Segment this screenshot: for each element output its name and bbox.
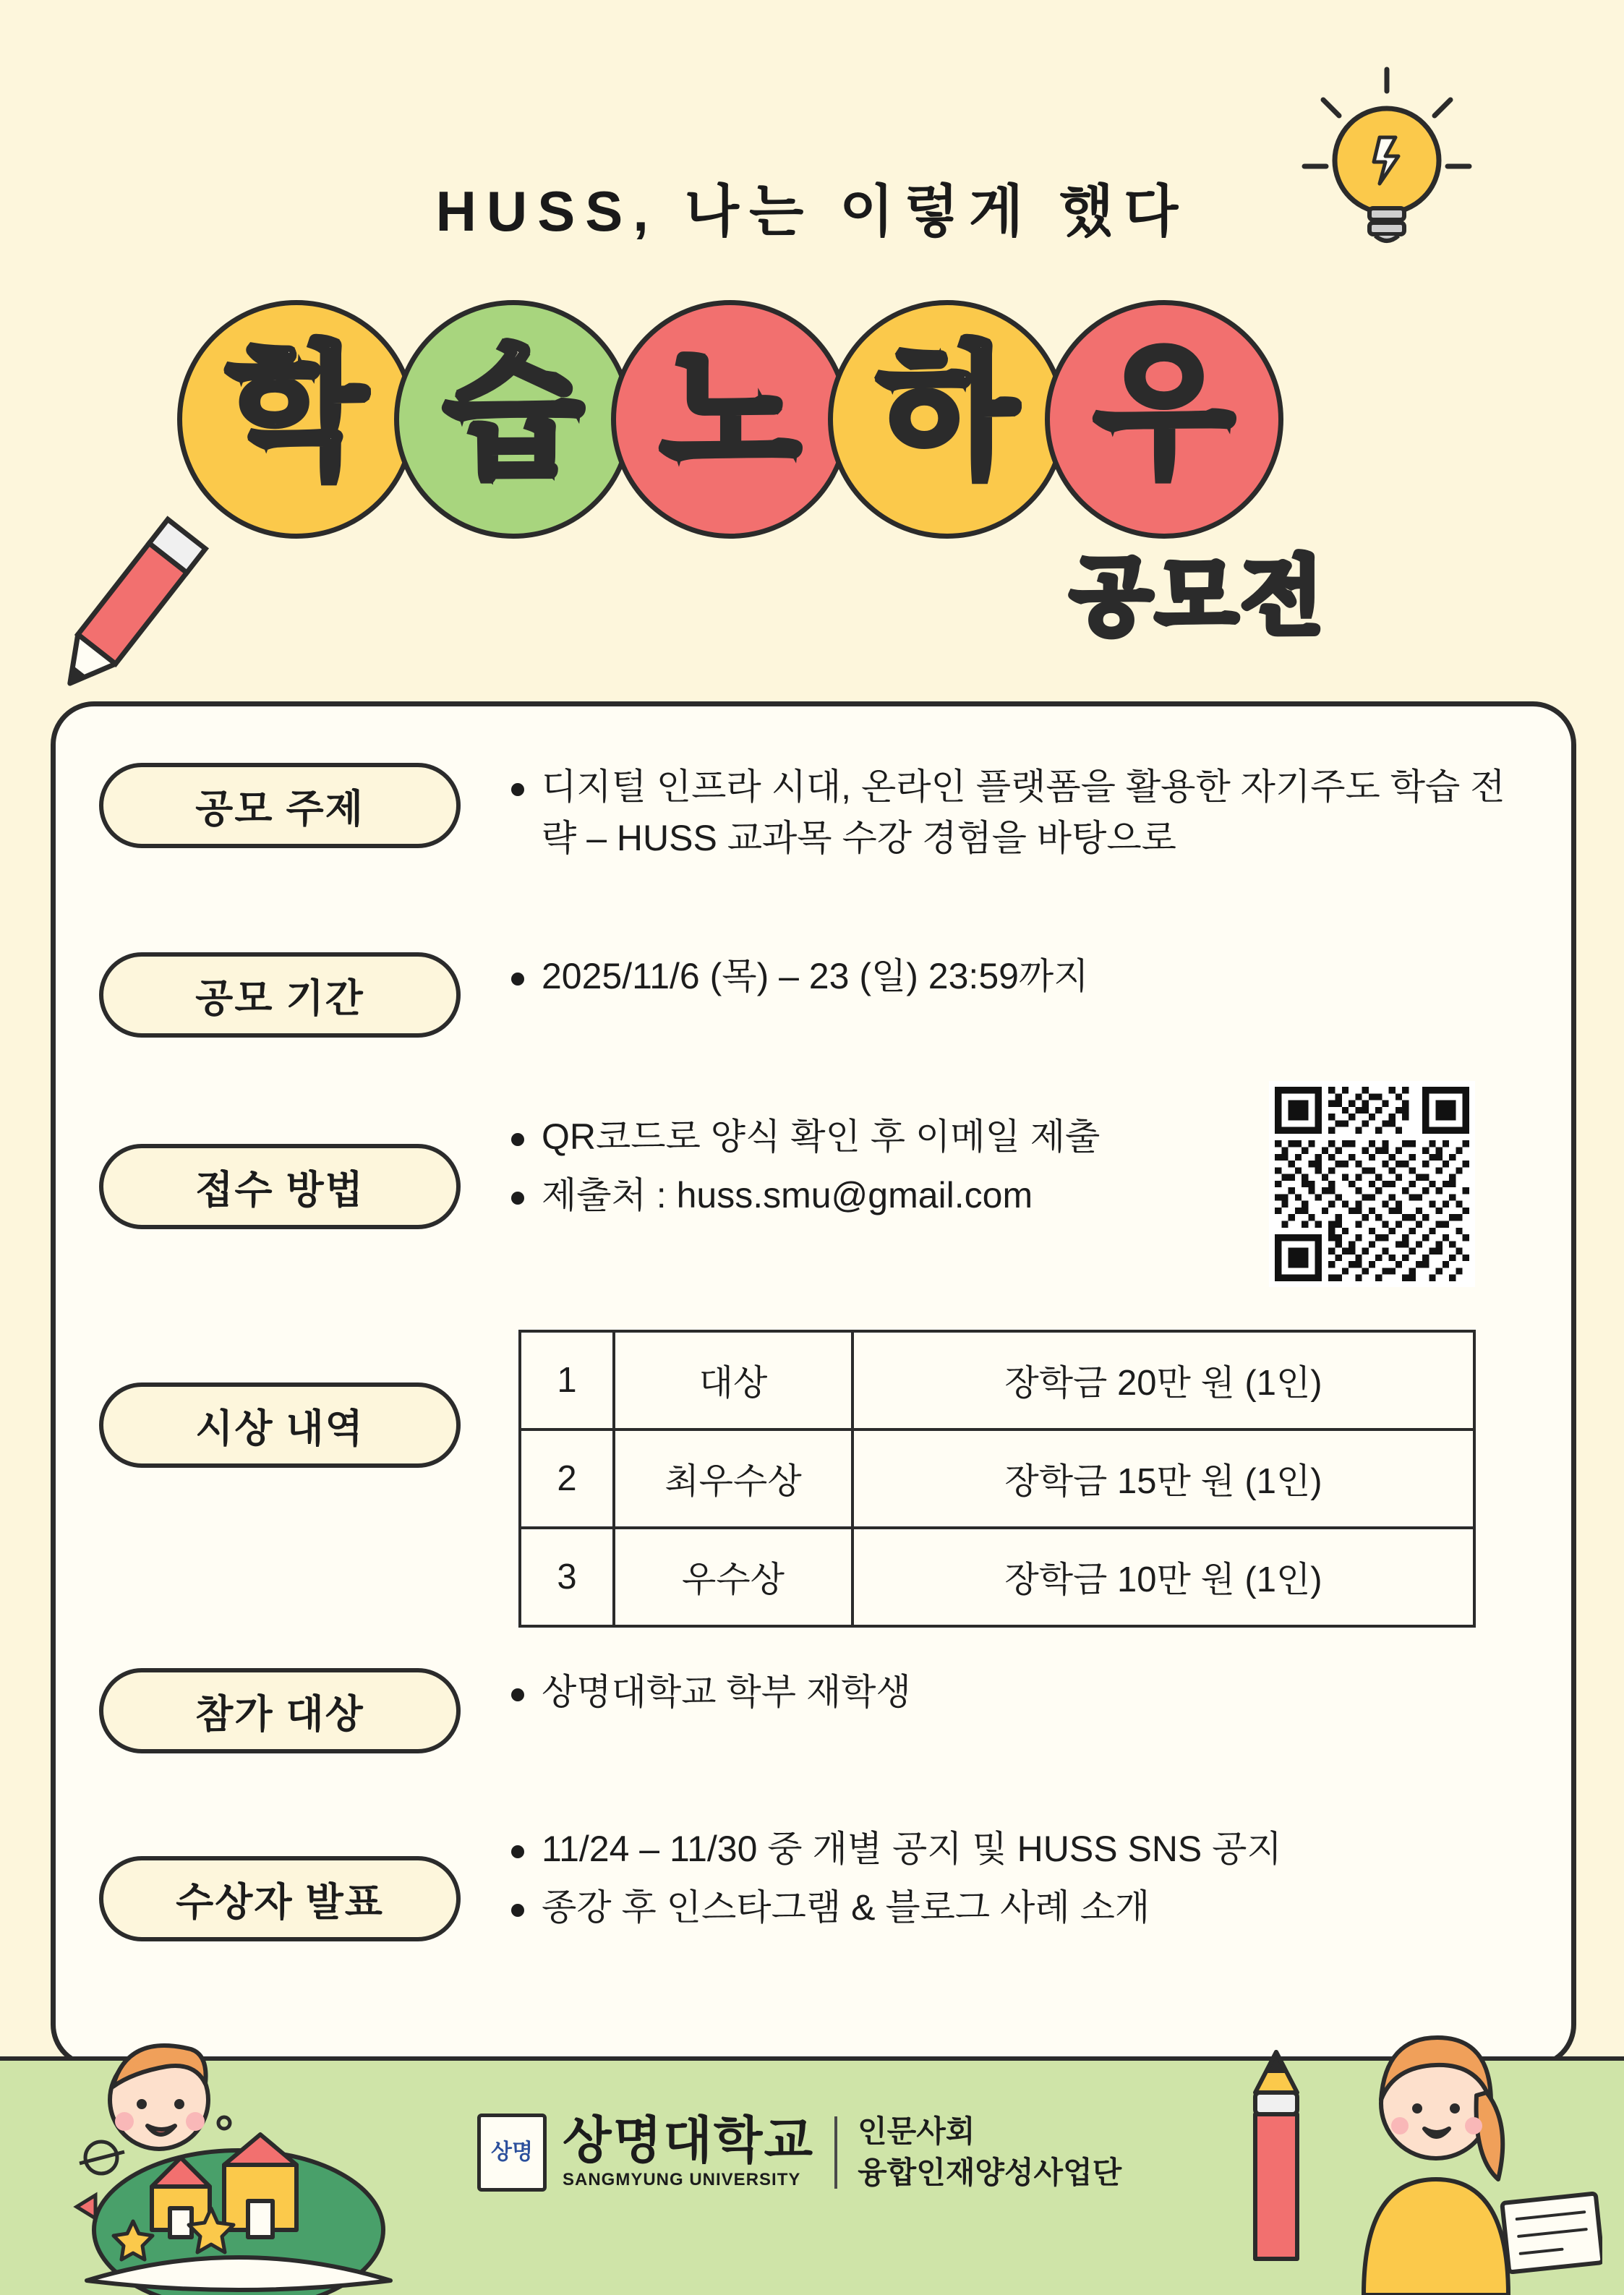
awards-table [518, 1330, 1476, 1628]
university-name-block [563, 2111, 815, 2190]
lightbulb-icon [1294, 65, 1482, 253]
section-label-eligibility: 참가 대상 [99, 1668, 461, 1753]
girl-with-pencil-illustration [1226, 1984, 1602, 2295]
university-name-en: SANGMYUNG UNIVERSITY [563, 2169, 801, 2189]
section-label-apply: 접수 방법 [99, 1144, 461, 1229]
bullet-dot [511, 1845, 524, 1858]
info-card [51, 701, 1576, 2068]
logo-symbol-text: 상명 [491, 2140, 533, 2164]
table-row [520, 1528, 1474, 1626]
list-item: QR코드로 양식 확인 후 이메일 제출 [511, 1111, 1292, 1163]
section-topic-body [511, 761, 1516, 871]
award-no: 3 [520, 1528, 614, 1626]
table-row [520, 1331, 1474, 1429]
department-line-2: 융합인재양성사업단 [858, 2155, 1122, 2189]
section-label-awards: 시상 내역 [99, 1382, 461, 1468]
page-title: HUSS, 나는 이렇게 했다 [435, 179, 1189, 243]
section-apply-body [511, 1111, 1292, 1228]
bullet-dot [511, 1192, 524, 1205]
list-item: 11/24 – 11/30 중 개별 공지 및 HUSS SNS 공지 [511, 1824, 1523, 1875]
bullet-dot [511, 1688, 524, 1701]
table-row [520, 1429, 1474, 1528]
title-circles [177, 300, 1450, 539]
bullet-dot [511, 973, 524, 986]
award-no: 2 [520, 1429, 614, 1528]
department-line-1: 인문사회 [858, 2114, 975, 2148]
bullet-dot [511, 783, 524, 796]
award-prize: 장학금 20만 원 (1인) [852, 1331, 1474, 1429]
section-label-period: 공모 기간 [99, 952, 461, 1038]
list-item: 상명대학교 학부 재학생 [511, 1667, 1516, 1718]
award-prize: 장학금 10만 원 (1인) [852, 1528, 1474, 1626]
qr-code[interactable] [1269, 1081, 1475, 1287]
logo-divider [834, 2116, 837, 2189]
section-apply [99, 1144, 461, 1229]
title-circle-1: 학 [177, 300, 416, 539]
university-name-ko: 상명대학교 [563, 2111, 815, 2168]
section-eligibility-body [511, 1667, 1516, 1725]
title-circle-2: 습 [394, 300, 633, 539]
university-logo [477, 2111, 1121, 2193]
award-prize: 장학금 15만 원 (1인) [852, 1429, 1474, 1528]
list-item: 제출처 : huss.smu@gmail.com [511, 1170, 1292, 1221]
title-circle-4: 하 [828, 300, 1067, 539]
list-item: 2025/11/6 (목) – 23 (일) 23:59까지 [511, 951, 1516, 1002]
section-eligibility [99, 1668, 461, 1753]
section-topic [99, 763, 461, 848]
award-name: 대상 [614, 1331, 852, 1429]
award-name: 우수상 [614, 1528, 852, 1626]
pencil-icon [22, 506, 231, 716]
title-circle-5: 우 [1045, 300, 1283, 539]
title-subword: 공모전 [1070, 550, 1326, 645]
bullet-dot [511, 1133, 524, 1146]
title-circle-3: 노 [611, 300, 850, 539]
section-label-topic: 공모 주제 [99, 763, 461, 848]
section-announcement [99, 1856, 461, 1941]
award-name: 최우수상 [614, 1429, 852, 1528]
boy-reading-illustration [43, 1991, 434, 2295]
list-item: 종강 후 인스타그램 & 블로그 사례 소개 [511, 1882, 1523, 1933]
award-no: 1 [520, 1331, 614, 1429]
bullet-dot [511, 1904, 524, 1917]
section-period [99, 952, 461, 1038]
list-item: 디지털 인프라 시대, 온라인 플랫폼을 활용한 자기주도 학습 전략 – HUSS 교과목 수강 경험을 바탕으로 [511, 761, 1516, 864]
section-awards [99, 1382, 461, 1468]
section-announcement-body [511, 1824, 1523, 1941]
department-name [858, 2111, 1121, 2193]
section-period-body [511, 951, 1516, 1009]
logo-mark-icon [477, 2114, 547, 2192]
section-label-announcement: 수상자 발표 [99, 1856, 461, 1941]
